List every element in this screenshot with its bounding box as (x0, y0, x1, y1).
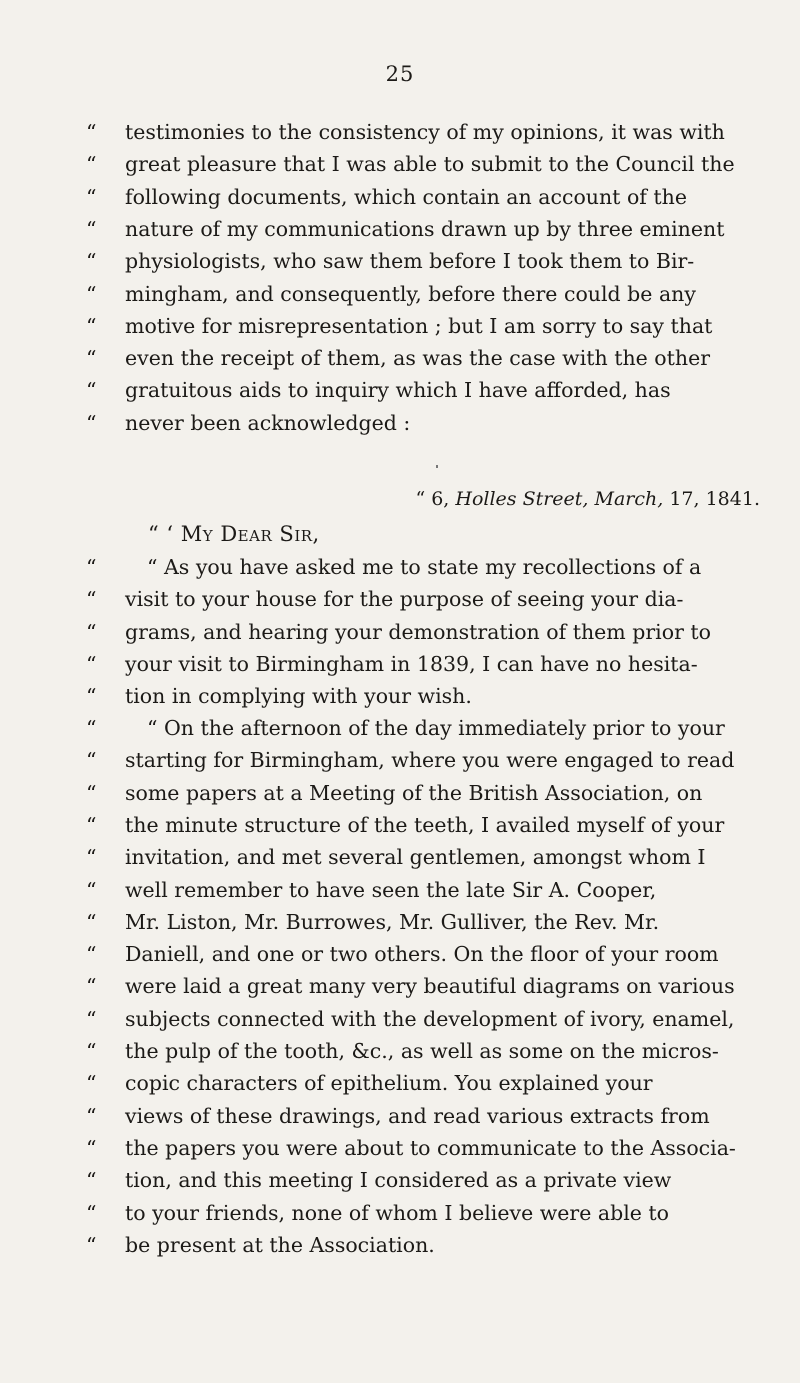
line-text: copic characters of epithelium. You explained your (125, 1071, 653, 1096)
quote-mark: “ (86, 651, 97, 676)
line-text: subjects connected with the development of ivory, enamel, (125, 1006, 735, 1031)
text-line (86, 906, 748, 938)
line-text: Mr. Liston, Mr. Burrowes, Mr. Gulliver, the Rev. Mr. (125, 909, 660, 934)
text-line (86, 777, 748, 809)
text-line: “ “ As you have asked me to state my recollections of a (86, 551, 748, 583)
quote-mark: “ (86, 877, 97, 902)
dateline-italic: Holles Street, March, (455, 488, 664, 510)
text-line (86, 374, 748, 406)
print-speck (436, 465, 438, 468)
text-line (86, 583, 748, 615)
quote-mark: “ (86, 974, 97, 999)
line-text (86, 551, 748, 583)
quote-mark: “ (86, 216, 97, 241)
text-line (86, 1067, 748, 1099)
quote-mark: “ (86, 684, 97, 709)
text-line (86, 245, 748, 277)
line-text: were laid a great many very beautiful diagrams on various (125, 974, 735, 999)
line-text: never been acknowledged : (125, 410, 411, 435)
text-line (86, 342, 748, 374)
text-line (86, 116, 748, 148)
line-text: even the receipt of them, as was the case with the other (125, 346, 711, 371)
quote-mark: “ (147, 555, 164, 579)
quote-mark: “ (86, 1135, 97, 1160)
line-text: well remember to have seen the late Sir A. Cooper, (125, 877, 657, 902)
text-line (86, 213, 748, 245)
text-line (86, 1164, 748, 1196)
text-line (86, 1197, 748, 1229)
text-line (86, 938, 748, 970)
dateline-prefix: “ 6, (415, 488, 456, 510)
quote-mark: “ (86, 120, 97, 144)
text-line (86, 1229, 748, 1261)
text-line (86, 744, 748, 776)
line-text: the papers you were about to communicate to the Associa- (125, 1135, 736, 1160)
text-line (86, 874, 748, 906)
quote-mark: “ (86, 1200, 97, 1225)
text-line (86, 680, 748, 712)
text-line (86, 181, 748, 213)
line-text: Daniell, and one or two others. On the floor of your room (125, 942, 719, 967)
quote-mark: “ (86, 378, 97, 403)
line-text: to your friends, none of whom I believe were able to (125, 1200, 669, 1225)
quote-mark: “ (147, 716, 164, 740)
line-text-content: On the afternoon of the day immediately prior to your (164, 716, 725, 740)
quote-mark: “ (86, 748, 97, 773)
quote-mark: “ (86, 942, 97, 967)
text-line (86, 1003, 748, 1035)
page-number: 25 (385, 62, 415, 86)
line-text: following documents, which contain an account of the (125, 184, 687, 209)
line-text: be present at the Association. (125, 1232, 435, 1257)
line-text: testimonies to the consistency of my opinions, it was with (125, 120, 725, 144)
line-text: invitation, and met several gentlemen, amongst whom I (125, 845, 706, 870)
line-text: the minute structure of the teeth, I availed myself of your (125, 812, 725, 837)
line-text: starting for Birmingham, where you were engaged to read (125, 748, 735, 773)
text-line (86, 809, 748, 841)
text-line (86, 310, 748, 342)
quote-mark: “ (86, 313, 97, 338)
quote-mark: “ (86, 619, 97, 644)
quote-mark: “ (86, 281, 97, 306)
text-line (86, 278, 748, 310)
text-line (86, 407, 748, 439)
line-text (86, 712, 748, 744)
text-line (86, 970, 748, 1002)
line-text: physiologists, who saw them before I took them to Bir- (125, 249, 695, 274)
quote-mark: “ (86, 1232, 97, 1257)
text-line: “ “ On the afternoon of the day immediately prior to your (86, 712, 748, 744)
quote-mark: “ (86, 1071, 97, 1096)
quote-mark: “ (86, 812, 97, 837)
quote-mark: “ (86, 1006, 97, 1031)
quote-mark: “ (86, 410, 97, 435)
text-line (86, 616, 748, 648)
quote-mark: “ (86, 1168, 97, 1193)
text-line (86, 648, 748, 680)
quote-mark: “ (86, 780, 97, 805)
line-text: some papers at a Meeting of the British Association, on (125, 780, 703, 805)
line-text: tion in complying with your wish. (125, 684, 472, 709)
quote-mark: “ (86, 346, 97, 371)
line-text: motive for misrepresentation ; but I am sorry to say that (125, 313, 713, 338)
quote-mark: “ (86, 909, 97, 934)
line-text-content: As you have asked me to state my recollections of a (164, 555, 702, 579)
line-text: grams, and hearing your demonstration of them prior to (125, 619, 711, 644)
quote-mark: “ (86, 587, 97, 612)
line-text: your visit to Birmingham in 1839, I can have no hesita- (125, 651, 698, 676)
line-text: gratuitous aids to inquiry which I have afforded, has (125, 378, 671, 403)
quote-mark: “ (86, 249, 97, 274)
salutation: “ ‘ My Dear Sir, (148, 522, 320, 546)
text-line (86, 1035, 748, 1067)
dateline (0, 484, 760, 514)
quote-mark: “ (86, 1103, 97, 1128)
line-text: nature of my communications drawn up by three eminent (125, 216, 725, 241)
line-text: visit to your house for the purpose of seeing your dia- (125, 587, 684, 612)
line-text: great pleasure that I was able to submit to the Council the (125, 152, 735, 177)
quote-mark: “ (86, 1039, 97, 1063)
quote-mark: “ (86, 845, 97, 870)
text-line (86, 148, 748, 180)
quote-mark: “ (86, 184, 97, 209)
line-text: views of these drawings, and read various extracts from (125, 1103, 710, 1128)
text-line (86, 841, 748, 873)
line-text: tion, and this meeting I considered as a private view (125, 1168, 672, 1193)
line-text: mingham, and consequently, before there could be any (125, 281, 696, 306)
dateline-suffix: 17, 1841. (663, 488, 760, 510)
text-line (86, 1132, 748, 1164)
quote-mark: “ (86, 152, 97, 177)
line-text: the pulp of the tooth, &c., as well as some on the micros- (125, 1039, 719, 1063)
text-line (86, 1100, 748, 1132)
